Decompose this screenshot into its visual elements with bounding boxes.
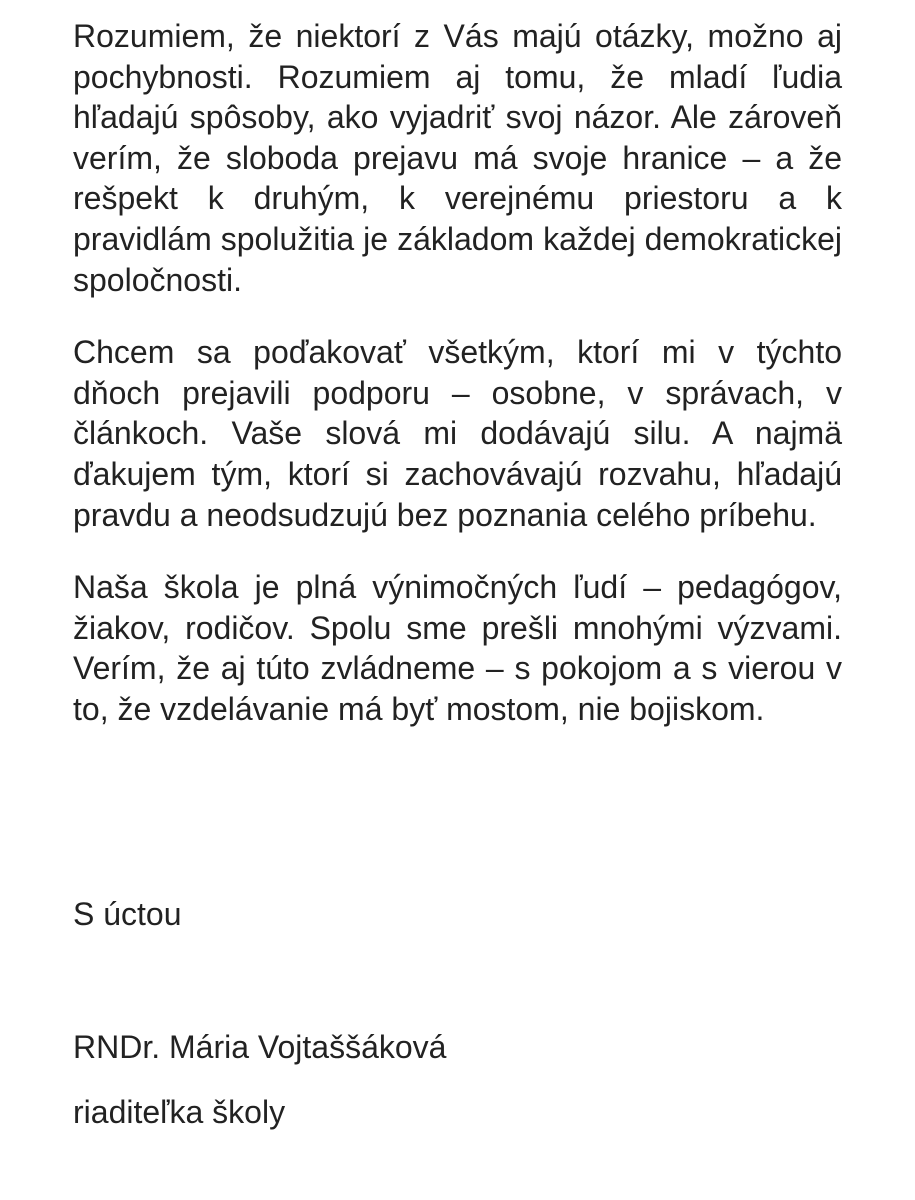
signature-name: RNDr. Mária Vojtaššáková (73, 1029, 447, 1065)
letter-body (73, 16, 842, 730)
paragraph-school: Naša škola je plná výnimočných ľudí – pedagógov, žiakov, rodičov. Spolu sme prešli mnohými výzvami. Verím, že aj túto zvládneme – s pokojom a s vierou v to, že vzdelávanie má byť mostom, nie bojiskom. (73, 569, 842, 727)
signature-title: riaditeľka školy (73, 1094, 286, 1130)
closing-salutation: S úctou (73, 896, 182, 932)
paragraph-understanding: Rozumiem, že niektorí z Vás majú otázky, možno aj pochybnosti. Rozumiem aj tomu, že mladí ľudia hľadajú spôsoby, ako vyjadriť svoj názor. Ale zároveň verím, že sloboda prejavu má svoje hranice – a že rešpekt k druhým, k verejnému priestoru a k pravidlám spolužitia je základom každej demokratickej spoločnosti. (73, 18, 842, 298)
paragraph-thanks: Chcem sa poďakovať všetkým, ktorí mi v týchto dňoch prejavili podporu – osobne, v správach, v článkoch. Vaše slová mi dodávajú silu. A najmä ďakujem tým, ktorí si zachovávajú rozvahu, hľadajú pravdu a neodsudzujú bez poznania celého príbehu. (73, 334, 842, 533)
